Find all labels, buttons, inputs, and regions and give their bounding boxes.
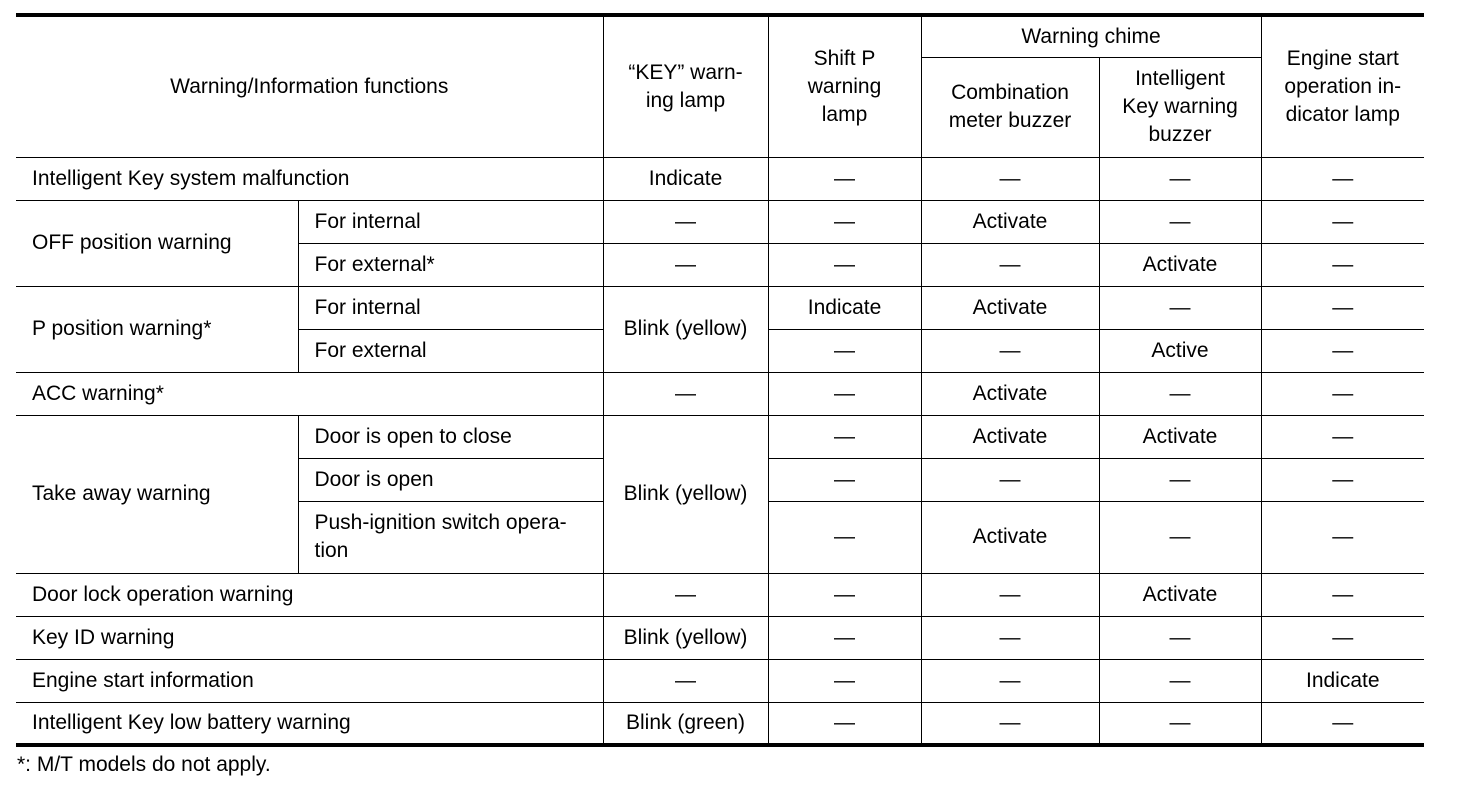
header-key-lamp-text: “KEY” warn- ing lamp (628, 60, 743, 112)
cell-key-lamp: Indicate (603, 157, 768, 200)
cell-ikey-buzzer: — (1099, 200, 1261, 243)
cell-combination: — (921, 573, 1099, 616)
cell-combination: Activate (921, 372, 1099, 415)
row-group-label: Take away warning (16, 415, 298, 573)
cell-shift-p: — (768, 372, 921, 415)
cell-key-lamp: — (603, 372, 768, 415)
cell-key-lamp: — (603, 200, 768, 243)
cell-ikey-buzzer: — (1099, 702, 1261, 745)
row-label: Intelligent Key low battery warning (16, 702, 603, 745)
cell-engine-lamp: — (1261, 329, 1424, 372)
cell-ikey-buzzer: Activate (1099, 573, 1261, 616)
table-row (16, 157, 1424, 200)
cell-combination: — (921, 329, 1099, 372)
row-label: Intelligent Key system malfunction (16, 157, 603, 200)
cell-combination: Activate (921, 200, 1099, 243)
cell-ikey-buzzer: — (1099, 616, 1261, 659)
cell-shift-p: — (768, 157, 921, 200)
cell-engine-lamp: — (1261, 243, 1424, 286)
cell-ikey-buzzer: — (1099, 659, 1261, 702)
row-group-label: P position warning* (16, 286, 298, 372)
header-functions: Warning/Information functions (16, 15, 603, 157)
cell-ikey-buzzer: Active (1099, 329, 1261, 372)
cell-shift-p: — (768, 243, 921, 286)
cell-key-lamp: — (603, 659, 768, 702)
cell-shift-p: — (768, 616, 921, 659)
cell-engine-lamp: — (1261, 573, 1424, 616)
cell-shift-p: — (768, 415, 921, 458)
table-row (16, 372, 1424, 415)
cell-engine-lamp: — (1261, 616, 1424, 659)
table-row (16, 659, 1424, 702)
cell-engine-lamp: — (1261, 501, 1424, 573)
cell-ikey-buzzer: — (1099, 157, 1261, 200)
cell-combination: — (921, 702, 1099, 745)
header-ikey-buzzer (1099, 57, 1261, 157)
cell-combination: — (921, 659, 1099, 702)
header-ikey-buzzer-text: Intelligent Key warning buzzer (1122, 67, 1238, 146)
row-sublabel: For internal (298, 286, 603, 329)
row-sublabel: For external* (298, 243, 603, 286)
cell-shift-p: — (768, 573, 921, 616)
row-sublabel: For external (298, 329, 603, 372)
cell-shift-p: — (768, 659, 921, 702)
warning-functions-table (16, 13, 1424, 747)
header-key-lamp (603, 15, 768, 157)
cell-shift-p: — (768, 200, 921, 243)
cell-engine-lamp: — (1261, 372, 1424, 415)
row-group-label: OFF position warning (16, 200, 298, 286)
cell-key-lamp: Blink (yellow) (603, 616, 768, 659)
cell-key-lamp: Blink (yellow) (603, 415, 768, 573)
cell-ikey-buzzer: — (1099, 286, 1261, 329)
row-label: Door lock operation warning (16, 573, 603, 616)
header-shift-p-lamp-text: Shift P warning lamp (807, 46, 882, 126)
table-row (16, 286, 1424, 329)
header-warning-chime: Warning chime (921, 15, 1261, 57)
cell-engine-lamp: — (1261, 458, 1424, 501)
footnote: *: M/T models do not apply. (17, 753, 271, 776)
cell-ikey-buzzer: — (1099, 458, 1261, 501)
cell-combination: Activate (921, 286, 1099, 329)
row-label: ACC warning* (16, 372, 603, 415)
cell-combination: — (921, 458, 1099, 501)
cell-shift-p: — (768, 702, 921, 745)
table-row (16, 200, 1424, 243)
cell-key-lamp: — (603, 243, 768, 286)
cell-engine-lamp: — (1261, 200, 1424, 243)
header-shift-p-lamp (768, 15, 921, 157)
table-row (16, 415, 1424, 458)
cell-engine-lamp: — (1261, 415, 1424, 458)
cell-key-lamp: — (603, 573, 768, 616)
header-combination-buzzer-text: Combination meter buzzer (948, 81, 1072, 132)
cell-shift-p: — (768, 458, 921, 501)
header-engine-start-lamp (1261, 15, 1424, 157)
cell-key-lamp: Blink (green) (603, 702, 768, 745)
cell-combination: — (921, 616, 1099, 659)
cell-engine-lamp: Indicate (1261, 659, 1424, 702)
cell-shift-p: Indicate (768, 286, 921, 329)
row-label: Engine start information (16, 659, 603, 702)
row-sublabel: Door is open (298, 458, 603, 501)
cell-engine-lamp: — (1261, 702, 1424, 745)
cell-shift-p: — (768, 329, 921, 372)
cell-ikey-buzzer: — (1099, 372, 1261, 415)
cell-combination: Activate (921, 501, 1099, 573)
table-row (16, 702, 1424, 745)
row-label: Key ID warning (16, 616, 603, 659)
cell-engine-lamp: — (1261, 157, 1424, 200)
cell-ikey-buzzer: Activate (1099, 243, 1261, 286)
table-row (16, 573, 1424, 616)
header-combination-buzzer (921, 57, 1099, 157)
cell-engine-lamp: — (1261, 286, 1424, 329)
table-row (16, 616, 1424, 659)
cell-shift-p: — (768, 501, 921, 573)
row-sublabel: Door is open to close (298, 415, 603, 458)
cell-combination: — (921, 157, 1099, 200)
row-sublabel: For internal (298, 200, 603, 243)
cell-ikey-buzzer: Activate (1099, 415, 1261, 458)
header-engine-start-lamp-text: Engine start operation in- dicator lamp (1284, 46, 1402, 126)
row-sublabel (298, 501, 603, 573)
cell-combination: — (921, 243, 1099, 286)
cell-key-lamp: Blink (yellow) (603, 286, 768, 372)
row-sublabel-text: Push-ignition switch opera- tion (314, 511, 567, 562)
cell-ikey-buzzer: — (1099, 501, 1261, 573)
cell-combination: Activate (921, 415, 1099, 458)
